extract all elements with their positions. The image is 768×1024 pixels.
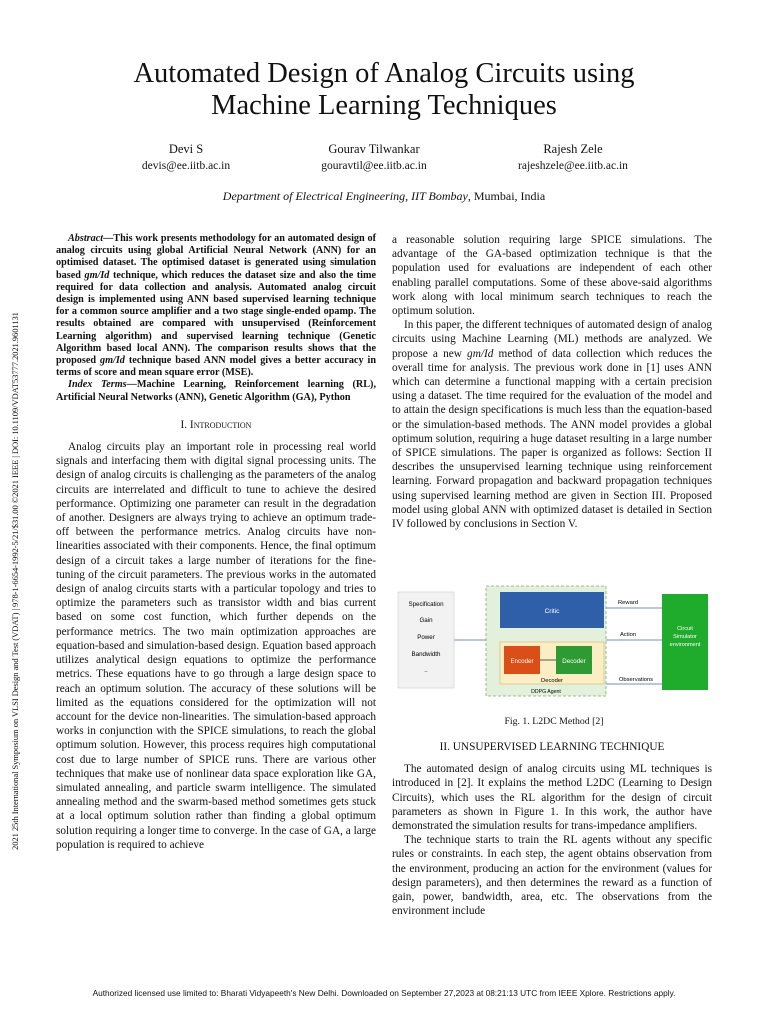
gm-id-symbol: gm/Id: [467, 347, 494, 360]
right-paragraph-2: [392, 318, 712, 531]
encoder-label: Encoder: [510, 658, 534, 665]
affiliation-sep: ,: [405, 189, 412, 203]
spec-title: Specification: [408, 601, 444, 608]
right-text-2a: In this paper, the different techniques of automated design of analog circuits using Machine Learning (ML) methods are analyzed. We propose a new: [392, 319, 712, 360]
spec-power: Power: [417, 634, 435, 641]
footer-license: Authorized licensed use limited to: Bharati Vidyapeeth's New Delhi. Downloaded on September 27,2023 at 08:21:13 UTC from IEEE Xplore. Restrictions apply.: [92, 988, 676, 998]
author-email: devis@ee.iitb.ac.in: [141, 160, 231, 172]
section-1-paragraph: Analog circuits play an important role in processing real world signals and interfacing them with digital signal processing units. The design of analog circuits is challenging as the parameters of the analog circuits are interrelated and difficult to tune to achieve the desired performance. Optimizing one parameter can result in the degradation of another. Designers are always trying to achieve an optimum trade-off between the performance metrics. Analog circuits have non-linearities associated with their components. Hence, the final optimum design of a circuit takes a large number of iterations for the fine-tuning of the circuit parameters. The previous works in the automated design of analog circuits starts with a particular topology and tries to optimize the parameters such as transistor width and bias current based on some cost function, which further depends on the performance metrics. The two main optimization approaches are equation-based and simulation-based design. Equation based approach utilizes analytical design equations to optimize the performance metrics. These equations have to go through a large design space to reach an optimum solution. The accuracy of these solutions will be limited as the equations considered for the optimization will not account for the device non-linearities. The simulation-based approach works in conjunction with the SPICE simulations, to reach the global optimum solution. However, this process requires high computational cost due to large number of SPICE runs. There are various other techniques that make use of nonlinear data space exploration like GA, simulated annealing, and particle swarm intelligence. The simulated annealing method and the swarm-based method sometimes gets stuck at a local optimum solution rather than finding a global optimum solution requiring a longer time to converge. In the case of GA, a large population is required to achieve: [56, 441, 376, 851]
gm-id-symbol: gm/Id: [84, 269, 110, 281]
section-2-paragraph-2: The technique starts to train the RL agents without any specific rules or constraints. In each step, the agent obtains observation from the environment, producing an action for the environment (values for design parameters), and then determines the reward as a function of gain, power, bandwidth, area, etc. The observations from the environment include: [392, 834, 712, 918]
author-2: [274, 141, 474, 175]
l2dc-figure: [396, 584, 712, 700]
index-terms: [56, 379, 376, 403]
index-terms-text: Machine Learning, Reinforcement learning (RL), Artificial Neural Networks (ANN), Genetic Algorithm (GA), Python: [56, 379, 376, 403]
affiliation-dept: Department of Electrical Engineering: [222, 189, 406, 203]
right-text-2b: method of data collection which reduces the overall time for analysis. The previous work done in [1] uses ANN which can determine a functional mapping with a certain precision using a dataset. The time required for the evaluation of the model and to attain the design specifications is much less than the equation-based or the simulation-based methods. The ANN model provides a global optimum solution, requiring a huge dataset resulting in a large number of SPICE simulations. The paper is organized as follows: Section II describes the unsupervised learning technique using reinforcement learning. Forward propagation and backward propagation techniques using supervised learning method are given in Section III. Proposed model using global ANN with optimized dataset is detailed in Section IV followed by conclusions in Section V.: [392, 347, 712, 531]
left-column: [56, 233, 376, 852]
spec-more: ..: [424, 667, 428, 674]
decoder-label: Decoder: [562, 658, 586, 665]
section-1-heading: I. Introduction: [180, 418, 252, 431]
author-1: [86, 141, 286, 175]
spec-bandwidth: Bandwidth: [411, 651, 441, 658]
abstract-text-1: This work presents methodology for an automated design of analog circuits using global Artificial Neural Network (ANN) for an optimised dataset. The optimised dataset is generated using simulation based: [56, 233, 376, 281]
abstract-text-3: technique based ANN model gives a better accuracy in terms of score and mean square error (MSE).: [56, 355, 376, 379]
figure-caption: Fig. 1. L2DC Method [2]: [504, 716, 604, 727]
paper-title: [60, 58, 708, 122]
title-line-1: Automated Design of Analog Circuits using: [133, 58, 635, 89]
author-3: [473, 141, 673, 175]
abstract-dash: —: [103, 233, 114, 244]
affiliation-inst: IIT Bombay: [411, 189, 468, 203]
abstract-label: Abstract: [68, 233, 104, 244]
affiliation: [60, 189, 708, 204]
right-paragraph-1: a reasonable solution requiring large SPICE simulations. The advantage of the GA-based optimization technique is that the population used for evaluations are independent of each other enabling parallel computations. Some of these above-said algorithms work along with local minimum search techniques to reach the optimum solution.: [392, 234, 712, 318]
affiliation-rest: , Mumbai, India: [467, 189, 546, 203]
right-column: [392, 233, 712, 531]
env-line-3: environment: [669, 642, 701, 648]
author-name: Rajesh Zele: [543, 142, 603, 156]
gm-id-symbol: gm/Id: [99, 355, 125, 367]
section-2-heading: II. UNSUPERVISED LEARNING TECHNIQUE: [439, 741, 665, 753]
action-label: Action: [619, 632, 637, 638]
spec-gain: Gain: [419, 617, 433, 624]
index-terms-label: Index Terms: [68, 379, 127, 391]
reward-label: Reward: [618, 600, 638, 606]
section-2-paragraph-1: The automated design of analog circuits using ML techniques is introduced in [2]. It explains the method L2DC (Learning to Design Circuits), which uses the RL algorithm for the design of circuit parameters as shown in Figure 1. In this work, the author have demonstrated the simulation results for trans-impedance amplifiers.: [392, 763, 712, 833]
observations-label: Observations: [618, 677, 654, 683]
right-column-section-2: [392, 732, 712, 918]
env-line-2: Simulator: [673, 634, 697, 640]
index-dash: —: [126, 379, 137, 391]
doi-sidebar: 2021 25th International Symposium on VLSI Design and Test (VDAT) | 978-1-6654-1992-5/21/$31.00 ©2021 IEEE | DOI: 10.1109/VDAT53777.2021.9601131: [10, 312, 20, 850]
abstract-text-2: technique, which reduces the dataset size and also the time required for data collection and analysis. Automated analog circuit design is implemented using ANN based supervised learning technique for a common source amplifier and a two stage single-ended opamp. The results obtained are compared with unsupervised (Reinforcement Learning algorithm) and supervised learning technique (Genetic Algorithm based local ANN). The comparison results shows that the proposed: [56, 269, 377, 367]
author-email: rajeshzele@ee.iitb.ac.in: [518, 160, 628, 172]
title-line-2: Machine Learning Techniques: [211, 90, 557, 121]
sidebar-wrap: [0, 180, 20, 850]
author-name: Devi S: [168, 142, 204, 156]
critic-label: Critic: [544, 608, 560, 615]
author-name: Gourav Tilwankar: [328, 142, 420, 156]
abstract: [56, 233, 376, 379]
env-line-1: Circuit: [677, 626, 693, 632]
agent-label: DDPG Agent: [531, 689, 561, 695]
author-email: gouravtil@ee.iitb.ac.in: [321, 160, 427, 172]
decoder-bar-label: Decoder: [541, 678, 563, 684]
